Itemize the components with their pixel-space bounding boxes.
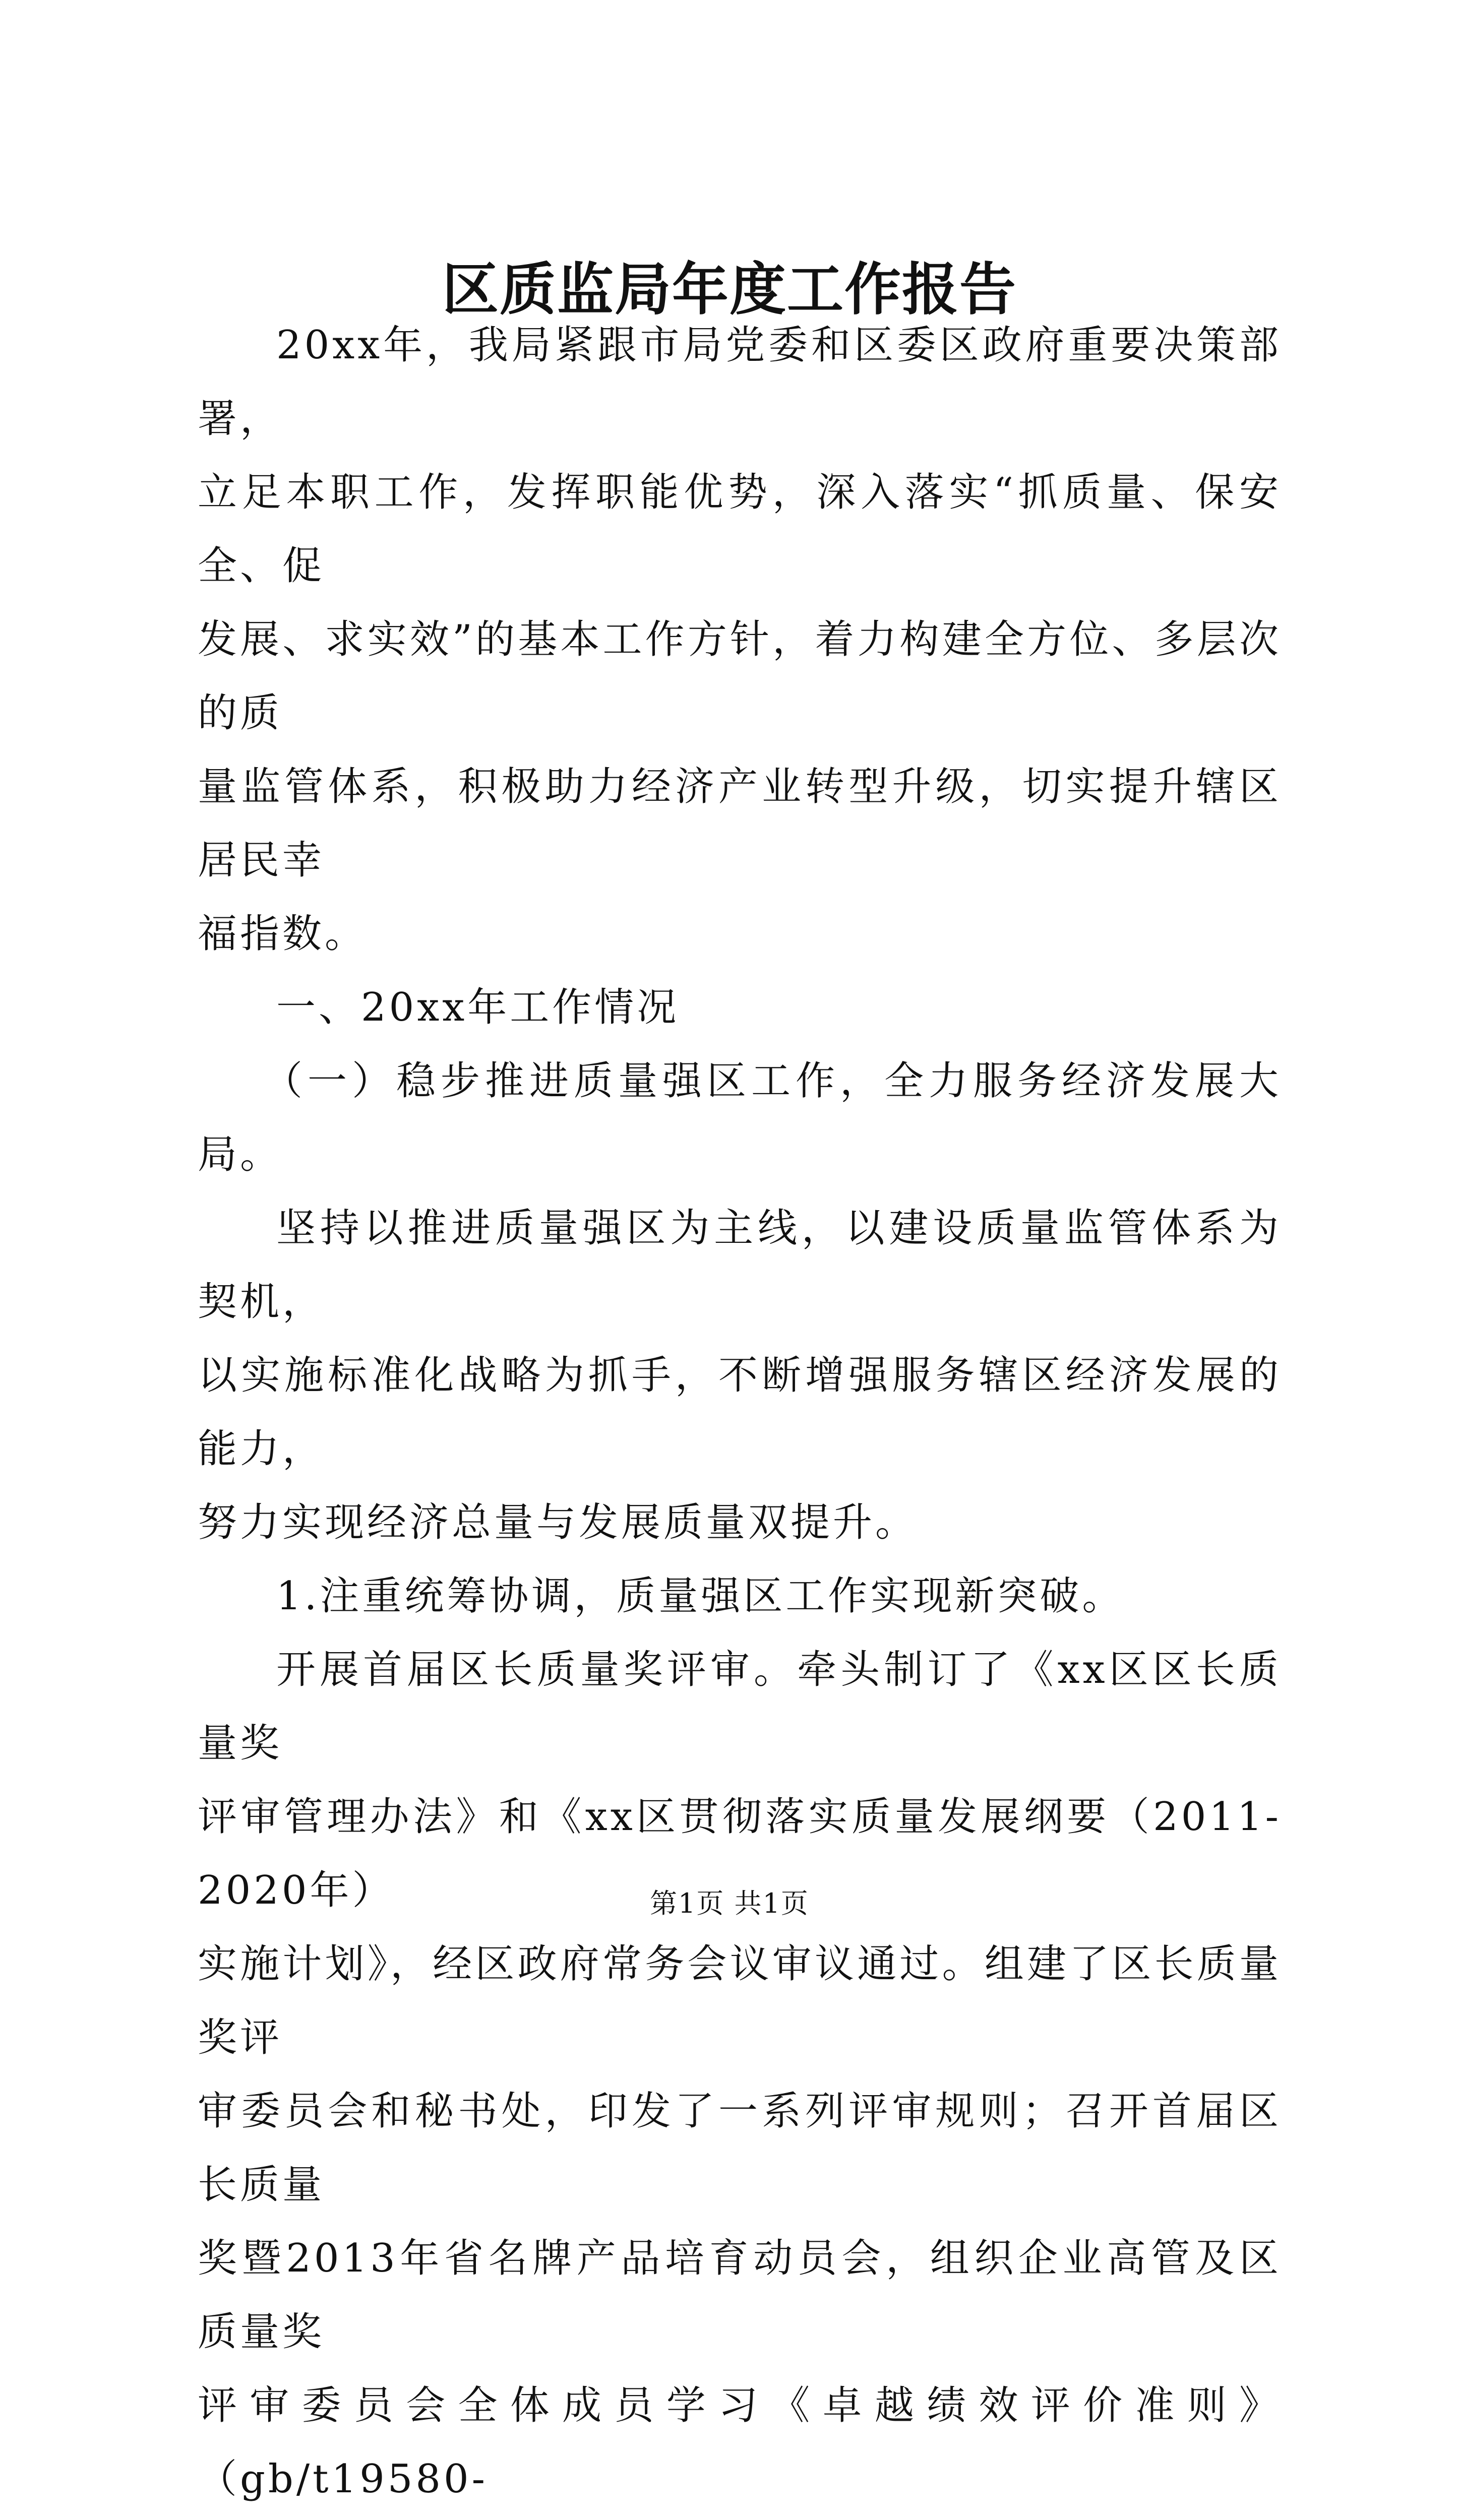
- document-title: 区质监局年度工作报告: [442, 257, 1017, 323]
- document-body: [198, 308, 1282, 2520]
- item-heading: 1.注重统筹协调，质量强区工作实现新突破。: [276, 1573, 1125, 1619]
- paragraph-intro: 20xx年，我局紧跟市局党委和区委区政府重要决策部署， 立足本职工作，发挥职能优势，深入落实“抓质量、保安全、促 发展、求实效”的基本工作方针，着力构建全方位、多层次的质 量监管体系，积极助力经济产业转型升级，切实提升辖区居民幸 福指数。: [198, 323, 1282, 957]
- section-heading: 一、20xx年工作情况: [276, 985, 680, 1030]
- paragraph-quality-award: 开展首届区长质量奖评审。牵头制订了《xx区区长质量奖 评审管理办法》和《xx区贯彻落实质量发展纲要（2011-2020年） 实施计划》，经区政府常务会议审议通过。组建了区长质量奖评 审委员会和秘书处，印发了一系列评审规则；召开首届区长质量 奖暨2013年省名牌产品培育动员会，组织企业高管及区质量奖 评审委员会全体成员学习《卓越绩效评价准则》（gb/t19580-: [198, 1647, 1282, 2502]
- page-number: 第1页 共1页: [650, 1887, 809, 1919]
- paragraph-strategy: 坚持以推进质量强区为主线，以建设质量监管体系为契机， 以实施标准化战略为抓手，不断增强服务辖区经济发展的能力， 努力实现经济总量与发展质量双提升。: [198, 1206, 1282, 1545]
- subsection-heading: （一）稳步推进质量强区工作，全力服务经济发展大局。: [198, 1058, 1282, 1177]
